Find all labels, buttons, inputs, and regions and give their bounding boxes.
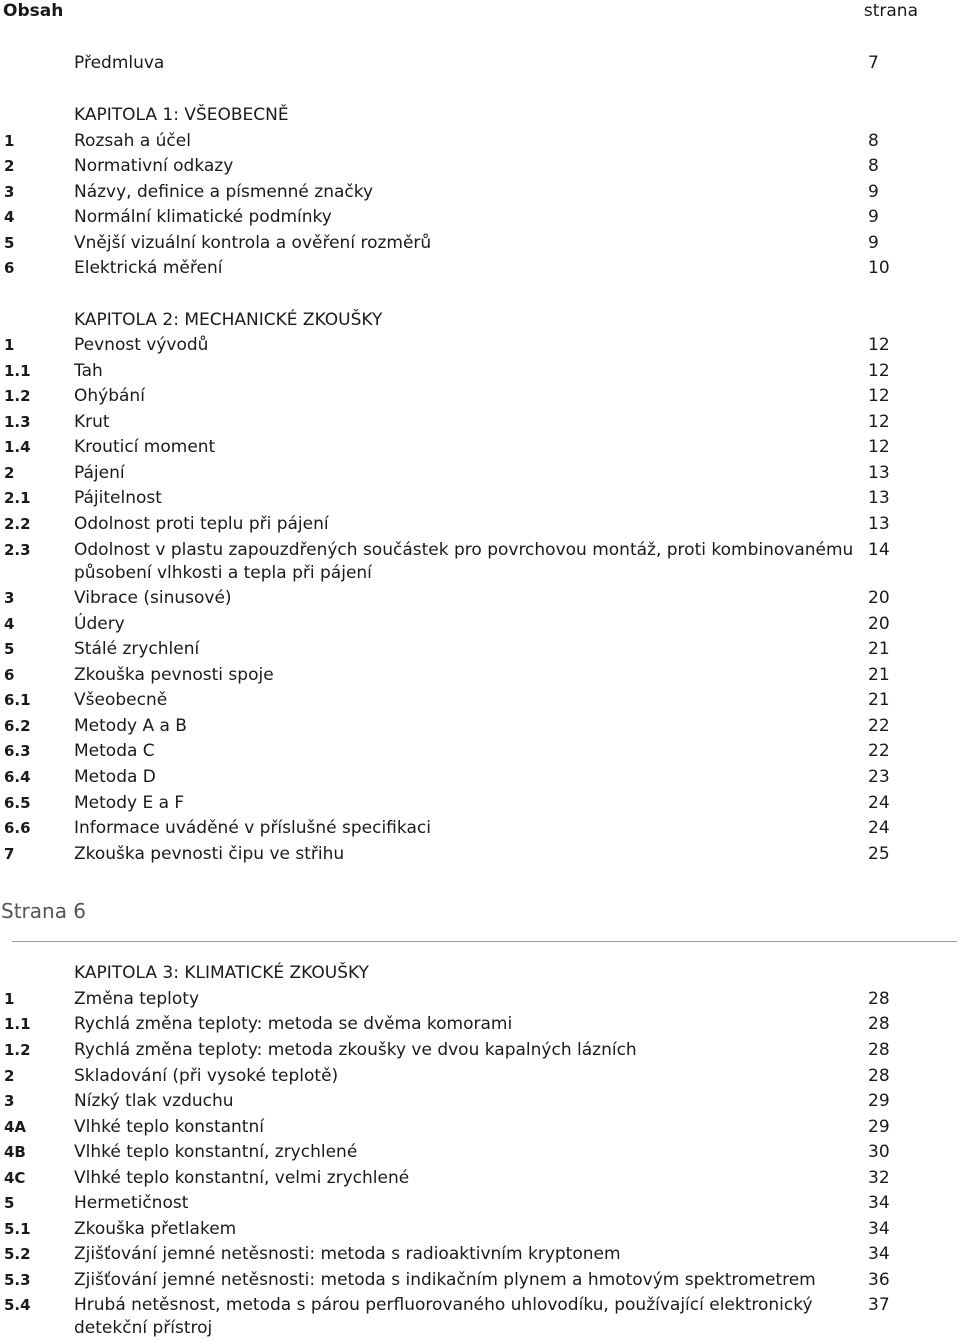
entry-number: 4B — [4, 1143, 26, 1161]
entry-title: Normativní odkazy — [74, 156, 234, 176]
entry-number: 5.1 — [4, 1220, 31, 1238]
entry-number: 1 — [4, 132, 15, 150]
entry-page: 30 — [868, 1142, 890, 1162]
entry-title: Rychlá změna teploty: metoda se dvěma komorami — [74, 1014, 513, 1034]
entry-page: 36 — [868, 1270, 890, 1290]
page-marker: Strana 6 — [1, 899, 87, 923]
entry-page: 28 — [868, 1066, 890, 1086]
entry-number: 1.2 — [4, 1041, 31, 1059]
entry-page: 37 — [868, 1295, 890, 1315]
entry-number: 5 — [4, 1194, 15, 1212]
entry-number: 1.2 — [4, 387, 31, 405]
entry-number: 5 — [4, 234, 15, 252]
entry-number: 6.3 — [4, 742, 31, 760]
entry-page: 9 — [868, 182, 879, 202]
entry-page: 10 — [868, 258, 890, 278]
entry-number: 2 — [4, 464, 15, 482]
entry-title: Skladování (při vysoké teplotě) — [74, 1066, 339, 1086]
entry-number: 1.3 — [4, 413, 31, 431]
entry-title: Vibrace (sinusové) — [74, 588, 232, 608]
entry-title-continuation: detekční přístroj — [74, 1318, 213, 1338]
entry-page: 20 — [868, 614, 890, 634]
entry-number: 1.4 — [4, 438, 31, 456]
entry-title: Hrubá netěsnost, metoda s párou perfluorovaného uhlovodíku, používající elektronický detekční přístroj — [74, 1295, 813, 1338]
entry-page: 12 — [868, 361, 890, 381]
entry-page: 34 — [868, 1244, 890, 1264]
entry-page: 9 — [868, 233, 879, 253]
entry-number: 6 — [4, 666, 15, 684]
entry-page: 12 — [868, 437, 890, 457]
page-column-label: strana — [863, 1, 918, 21]
entry-page: 32 — [868, 1168, 890, 1188]
entry-number: 4 — [4, 208, 15, 226]
entry-title: Údery — [74, 614, 125, 634]
entry-title: Zkouška přetlakem — [74, 1219, 237, 1239]
entry-title: Hermetičnost — [74, 1193, 189, 1213]
entry-title: Vnější vizuální kontrola a ověření rozměrů — [74, 233, 432, 253]
entry-title: Vlhké teplo konstantní — [74, 1117, 264, 1137]
entry-page: 20 — [868, 588, 890, 608]
entry-number: 2 — [4, 1067, 15, 1085]
entry-title: Stálé zrychlení — [74, 639, 200, 659]
entry-page: 13 — [868, 514, 890, 534]
entry-title: Metody E a F — [74, 793, 185, 813]
entry-title: Krut — [74, 412, 110, 432]
entry-title: Tah — [74, 361, 103, 381]
entry-title: Zkouška pevnosti čipu ve střihu — [74, 844, 345, 864]
entry-number: 6 — [4, 259, 15, 277]
entry-title: Všeobecně — [74, 690, 168, 710]
entry-number: 2.2 — [4, 515, 31, 533]
entry-number: 2.3 — [4, 541, 31, 559]
toc-heading: Obsah — [3, 1, 64, 21]
entry-title: Rychlá změna teploty: metoda zkoušky ve dvou kapalných lázních — [74, 1040, 637, 1060]
entry-page: 12 — [868, 335, 890, 355]
entry-title: Metoda C — [74, 741, 155, 761]
entry-number: 5.4 — [4, 1296, 31, 1314]
entry-title-continuation: působení vlhkosti a tepla při pájení — [74, 563, 372, 583]
entry-number: 4A — [4, 1118, 27, 1136]
entry-page: 23 — [868, 767, 890, 787]
entry-number: 6.2 — [4, 717, 31, 735]
entry-page: 28 — [868, 989, 890, 1009]
entry-title: Nízký tlak vzduchu — [74, 1091, 234, 1111]
entry-page: 34 — [868, 1219, 890, 1239]
entry-number: 5 — [4, 640, 15, 658]
entry-page: 9 — [868, 207, 879, 227]
entry-title: Informace uváděné v příslušné specifikaci — [74, 818, 431, 838]
entry-page: 21 — [868, 690, 890, 710]
entry-page: 28 — [868, 1040, 890, 1060]
chapter2-heading: KAPITOLA 2: MECHANICKÉ ZKOUŠKY — [74, 310, 383, 330]
entry-number: 6.4 — [4, 768, 31, 786]
entry-title: Vlhké teplo konstantní, velmi zrychlené — [74, 1168, 410, 1188]
entry-title: Pájitelnost — [74, 488, 162, 508]
entry-page: 34 — [868, 1193, 890, 1213]
entry-page: 8 — [868, 131, 879, 151]
entry-number: 5.2 — [4, 1245, 31, 1263]
entry-title: Zjišťování jemné netěsnosti: metoda s indikačním plynem a hmotovým spektrometrem — [74, 1270, 816, 1290]
entry-number: 7 — [4, 845, 15, 863]
entry-page: 28 — [868, 1014, 890, 1034]
entry-title: Krouticí moment — [74, 437, 216, 457]
entry-number: 6.6 — [4, 819, 31, 837]
page-divider — [12, 941, 957, 942]
entry-page: 25 — [868, 844, 890, 864]
entry-title: Názvy, definice a písmenné značky — [74, 182, 374, 202]
entry-page: 12 — [868, 386, 890, 406]
entry-page: 12 — [868, 412, 890, 432]
entry-number: 1.1 — [4, 362, 31, 380]
entry-number: 2 — [4, 157, 15, 175]
entry-page: 13 — [868, 463, 890, 483]
entry-page: 7 — [868, 53, 879, 73]
entry-number: 4 — [4, 615, 15, 633]
entry-title: Odolnost proti teplu při pájení — [74, 514, 329, 534]
entry-page: 14 — [868, 540, 890, 560]
entry-title: Metoda D — [74, 767, 156, 787]
entry-title: Pevnost vývodů — [74, 335, 209, 355]
entry-number: 2.1 — [4, 489, 31, 507]
entry-title: Pájení — [74, 463, 125, 483]
entry-number: 4C — [4, 1169, 26, 1187]
entry-title: Vlhké teplo konstantní, zrychlené — [74, 1142, 358, 1162]
entry-page: 13 — [868, 488, 890, 508]
entry-number: 3 — [4, 1092, 15, 1110]
entry-page: 21 — [868, 639, 890, 659]
entry-title: Odolnost v plastu zapouzdřených součástek pro povrchovou montáž, proti kombinovanému působení vlhkosti a tepla při pájení — [74, 540, 854, 583]
entry-title: Zjišťování jemné netěsnosti: metoda s radioaktivním kryptonem — [74, 1244, 621, 1264]
entry-number: 5.3 — [4, 1271, 31, 1289]
entry-title: Zkouška pevnosti spoje — [74, 665, 274, 685]
entry-title: Normální klimatické podmínky — [74, 207, 332, 227]
entry-number: 1 — [4, 336, 15, 354]
entry-number: 1 — [4, 990, 15, 1008]
entry-page: 24 — [868, 793, 890, 813]
chapter1-heading: KAPITOLA 1: VŠEOBECNĚ — [74, 105, 289, 125]
entry-page: 22 — [868, 716, 890, 736]
entry-page: 22 — [868, 741, 890, 761]
entry-title: Změna teploty — [74, 989, 200, 1009]
entry-page: 8 — [868, 156, 879, 176]
entry-title: Předmluva — [74, 53, 165, 73]
entry-title: Elektrická měření — [74, 258, 223, 278]
entry-number: 6.1 — [4, 691, 31, 709]
entry-page: 24 — [868, 818, 890, 838]
entry-title: Ohýbání — [74, 386, 145, 406]
entry-title: Metody A a B — [74, 716, 187, 736]
entry-title: Rozsah a účel — [74, 131, 191, 151]
entry-number: 3 — [4, 183, 15, 201]
entry-page: 29 — [868, 1117, 890, 1137]
entry-page: 29 — [868, 1091, 890, 1111]
entry-number: 6.5 — [4, 794, 31, 812]
entry-page: 21 — [868, 665, 890, 685]
entry-number: 3 — [4, 589, 15, 607]
entry-number: 1.1 — [4, 1015, 31, 1033]
chapter3-heading: KAPITOLA 3: KLIMATICKÉ ZKOUŠKY — [74, 963, 369, 983]
